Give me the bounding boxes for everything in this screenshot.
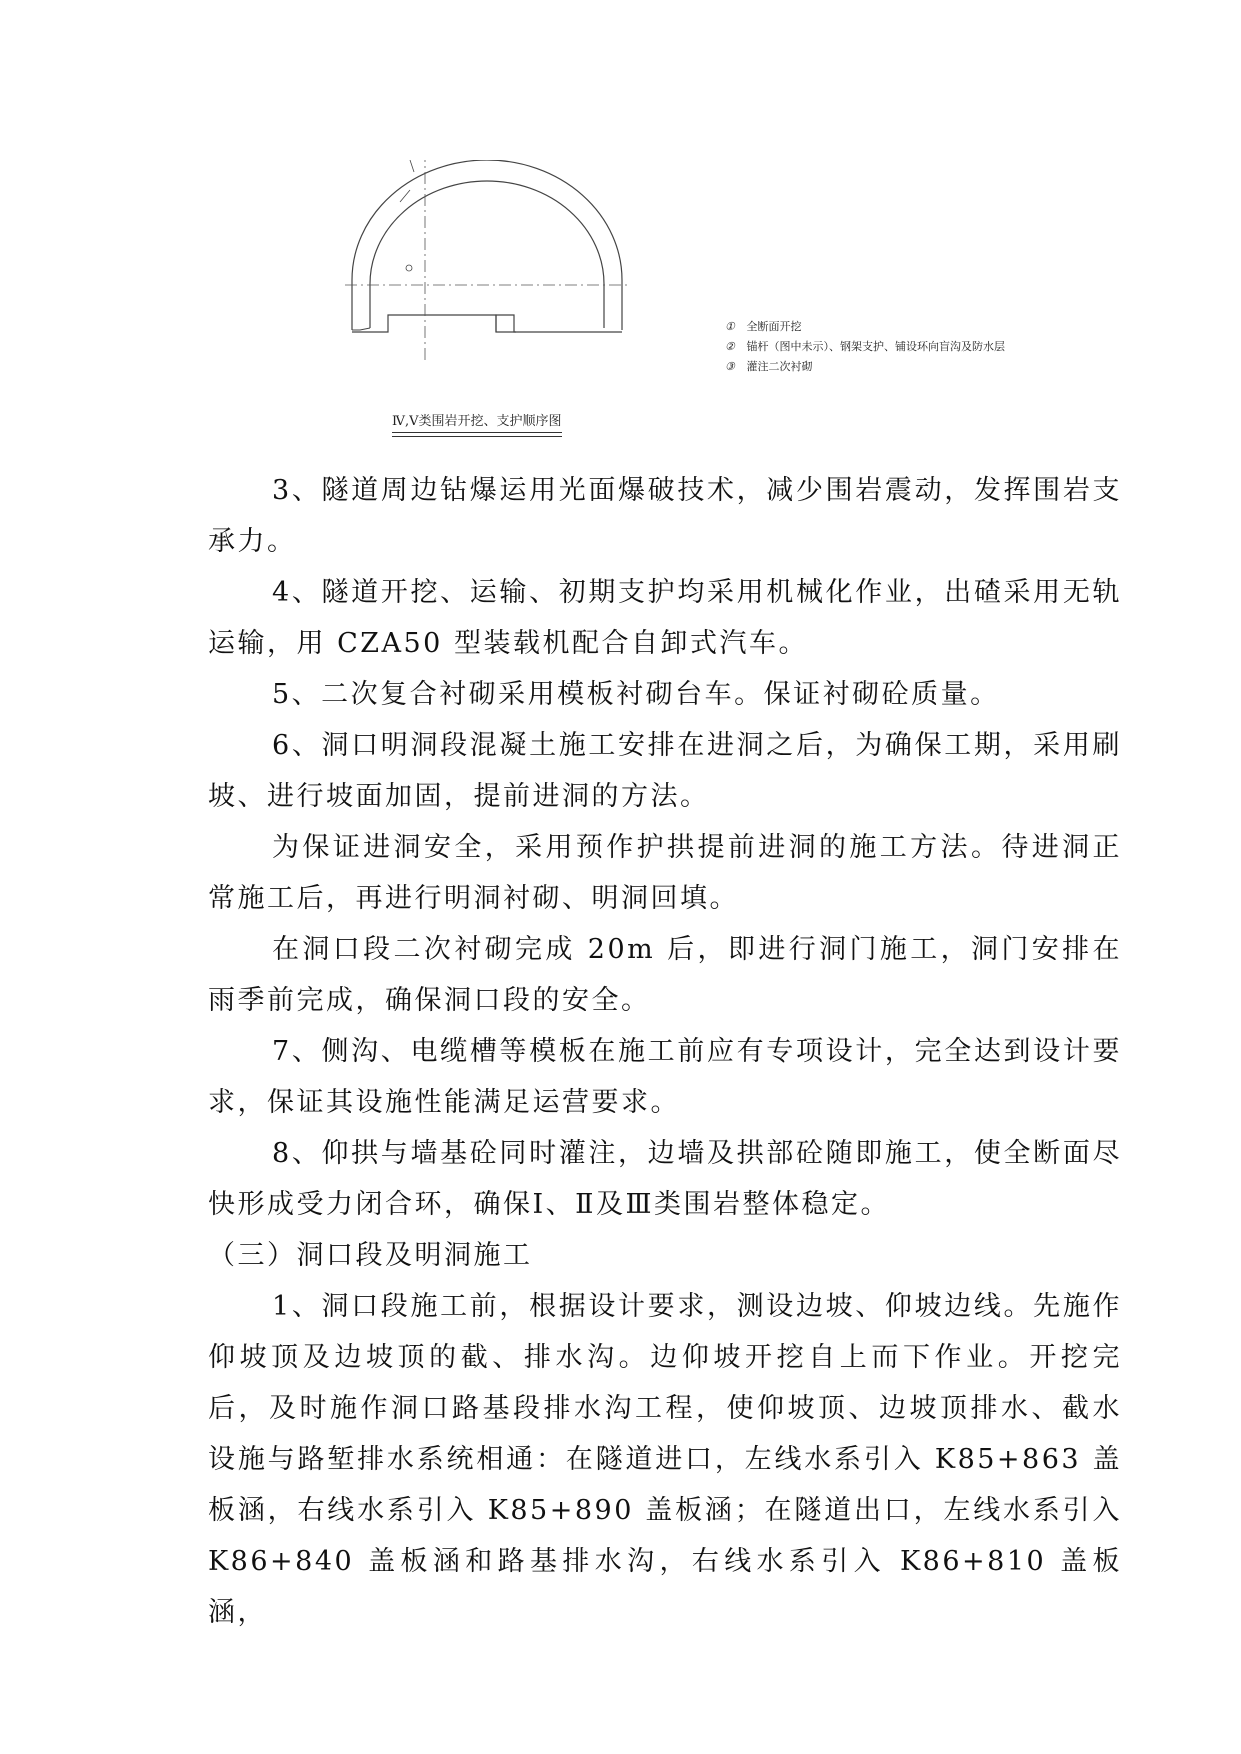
legend-text: 全断面开挖: [746, 320, 802, 333]
paragraph: 5、二次复合衬砌采用模板衬砌台车。保证衬砌砼质量。: [272, 679, 1000, 710]
paragraph: 为保证进洞安全，采用预作护拱提前进洞的施工方法。待进洞正常施工后，再进行明洞衬砌、明洞回填。: [208, 832, 1122, 914]
paragraph: 在洞口段二次衬砌完成 20m 后，即进行洞门施工，洞门安排在雨季前完成，确保洞口段的安全。: [208, 934, 1122, 1016]
legend-item: [725, 337, 1005, 357]
figure-caption: Ⅳ,Ⅴ类围岩开挖、支护顺序图: [392, 410, 562, 433]
legend-text: 锚杆（图中未示）、钢架支护、铺设环向盲沟及防水层: [746, 340, 1005, 353]
paragraph: 8、仰拱与墙基砼同时灌注，边墙及拱部砼随即施工，使全断面尽快形成受力闭合环，确保Ⅰ、Ⅱ及Ⅲ类围岩整体稳定。: [208, 1138, 1122, 1220]
paragraph: 4、隧道开挖、运输、初期支护均采用机械化作业，出碴采用无轨运输，用 CZA50 型装载机配合自卸式汽车。: [208, 577, 1122, 659]
legend-mark: ②: [725, 340, 735, 353]
paragraph: 6、洞口明洞段混凝土施工安排在进洞之后，为确保工期，采用刷坡、进行坡面加固，提前进洞的方法。: [208, 730, 1122, 812]
legend-item: [725, 317, 1005, 337]
legend-mark: ①: [725, 320, 735, 333]
paragraph: 7、侧沟、电缆槽等模板在施工前应有专项设计，完全达到设计要求，保证其设施性能满足运营要求。: [208, 1036, 1122, 1118]
paragraph: 3、隧道周边钻爆运用光面爆破技术，减少围岩震动，发挥围岩支承力。: [208, 475, 1122, 557]
legend-text: 灌注二次衬砌: [746, 360, 813, 373]
legend-mark: ③: [725, 360, 735, 373]
legend-item: [725, 357, 1005, 377]
paragraph: 1、洞口段施工前，根据设计要求，测设边坡、仰坡边线。先施作仰坡顶及边坡顶的截、排水沟。边仰坡开挖自上而下作业。开挖完后，及时施作洞口路基段排水沟工程，使仰坡顶、边坡顶排水、截水设施与路堑排水系统相通：在隧道进口，左线水系引入 K85+863 盖板涵，右线水系引入 K85+890 盖板涵；在隧道出口，左线水系引入 K86+840 盖板涵和路基排水沟，右线水系引入 K86+810 盖板涵，: [208, 1291, 1122, 1628]
section-heading: （三）洞口段及明洞施工: [208, 1240, 533, 1271]
tunnel-outline-drawing: [330, 160, 640, 390]
diagram-legend: [725, 317, 1005, 377]
document-body: [208, 465, 1122, 1638]
tunnel-section-diagram: [330, 160, 640, 390]
